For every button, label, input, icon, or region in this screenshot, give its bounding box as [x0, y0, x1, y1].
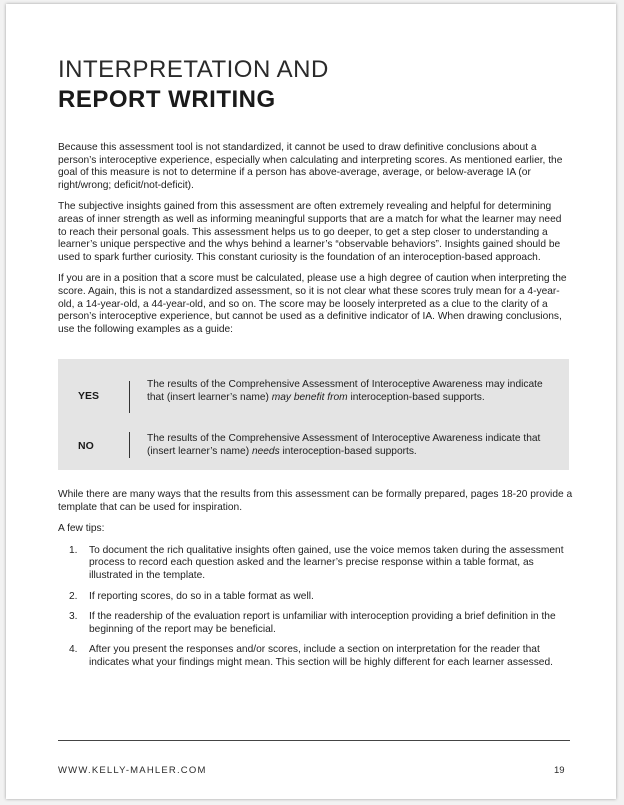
examples-box — [58, 359, 569, 470]
example-yes-text-end: interoception-based supports. — [347, 391, 485, 403]
example-yes-text-start: The results of the Comprehensive Assessment of Interoceptive Awareness may indicate that (insert learner’s name) — [147, 379, 543, 403]
list-item-text: If reporting scores, do so in a table format as well. — [89, 590, 314, 602]
example-yes-label: YES — [78, 390, 100, 402]
list-item-text: After you present the responses and/or scores, include a section on interpretation for the reader that indicates what your findings might mean. This section will be highly different for each learner assessed. — [89, 644, 553, 668]
list-item — [58, 644, 573, 669]
page-number: 19 — [554, 765, 565, 776]
example-no-divider — [129, 432, 130, 458]
document-page — [6, 4, 616, 799]
tips-intro: A few tips: — [58, 523, 105, 535]
paragraph-2: The subjective insights gained from this assessment are often extremely revealing and helpful for determining areas of inner strength as well as informing meaningful supports that are a match for what the learner may need to reach their personal goals. This assessment helps us to go deeper, to get a step closer to understanding a learner’s unique perspective and the whys behind a learner’s “observable behaviors”. Insights gained should be used to spark further curiosity. This constant curiosity is the foundation of an interoception-based approach. — [58, 201, 562, 263]
list-item-text: If the readership of the evaluation report is unfamiliar with interoception providing a brief definition in the beginning of the report may be beneficial. — [89, 611, 556, 635]
list-item-text: To document the rich qualitative insights often gained, use the voice memos taken during the assessment process to record each question asked and the learner’s precise response within a table format, as illustrated in the template. — [89, 544, 564, 581]
example-no-text — [147, 433, 547, 458]
example-yes-emphasis: may benefit from — [271, 391, 348, 403]
list-item — [58, 591, 573, 604]
example-yes-text — [147, 379, 547, 404]
list-item-number: 1. — [69, 544, 78, 556]
list-item-number: 4. — [69, 644, 78, 656]
paragraph-1: Because this assessment tool is not standardized, it cannot be used to draw definitive conclusions about a person’s interoceptive experience, especially when calculating and interpreting scores. As mentioned earlier, the goal of this measure is not to determine if a person has above-average, average, or below-average IA (or right/wrong; deficit/not-deficit). — [58, 142, 563, 191]
example-no-emphasis: needs — [251, 445, 280, 457]
example-no-text-end: interoception-based supports. — [279, 445, 417, 457]
page-title-line-2: REPORT WRITING — [58, 86, 276, 113]
example-yes — [58, 377, 569, 417]
example-no — [58, 431, 569, 461]
footer-divider — [58, 740, 570, 741]
footer-website: WWW.KELLY-MAHLER.COM — [58, 765, 207, 776]
tips-section — [58, 489, 573, 678]
tips-list — [58, 545, 573, 670]
intro-text — [58, 142, 568, 345]
list-item-number: 2. — [69, 590, 78, 602]
page-title-line-1: INTERPRETATION AND — [58, 56, 329, 83]
closing-paragraph: While there are many ways that the results from this assessment can be formally prepared, pages 18-20 provide a template that can be used for inspiration. — [58, 489, 573, 513]
example-no-label: NO — [78, 440, 94, 452]
list-item-number: 3. — [69, 611, 78, 623]
list-item — [58, 611, 573, 636]
example-yes-divider — [129, 381, 130, 413]
example-no-text-start: The results of the Comprehensive Assessment of Interoceptive Awareness indicate that (insert learner’s name) — [147, 433, 541, 457]
paragraph-3: If you are in a position that a score must be calculated, please use a high degree of caution when interpreting the score. Again, this is not a standardized assessment, so it is not clear what these scores truly mean for a 4-year-old, a 14-year-old, a 44-year-old, and so on. The score may be loosely interpreted as a clue to the clarity of a person’s interoceptive experience, but cannot be used as a definitive indicator of IA. When drawing conclusions, use the following examples as a guide: — [58, 273, 567, 335]
list-item — [58, 545, 573, 583]
